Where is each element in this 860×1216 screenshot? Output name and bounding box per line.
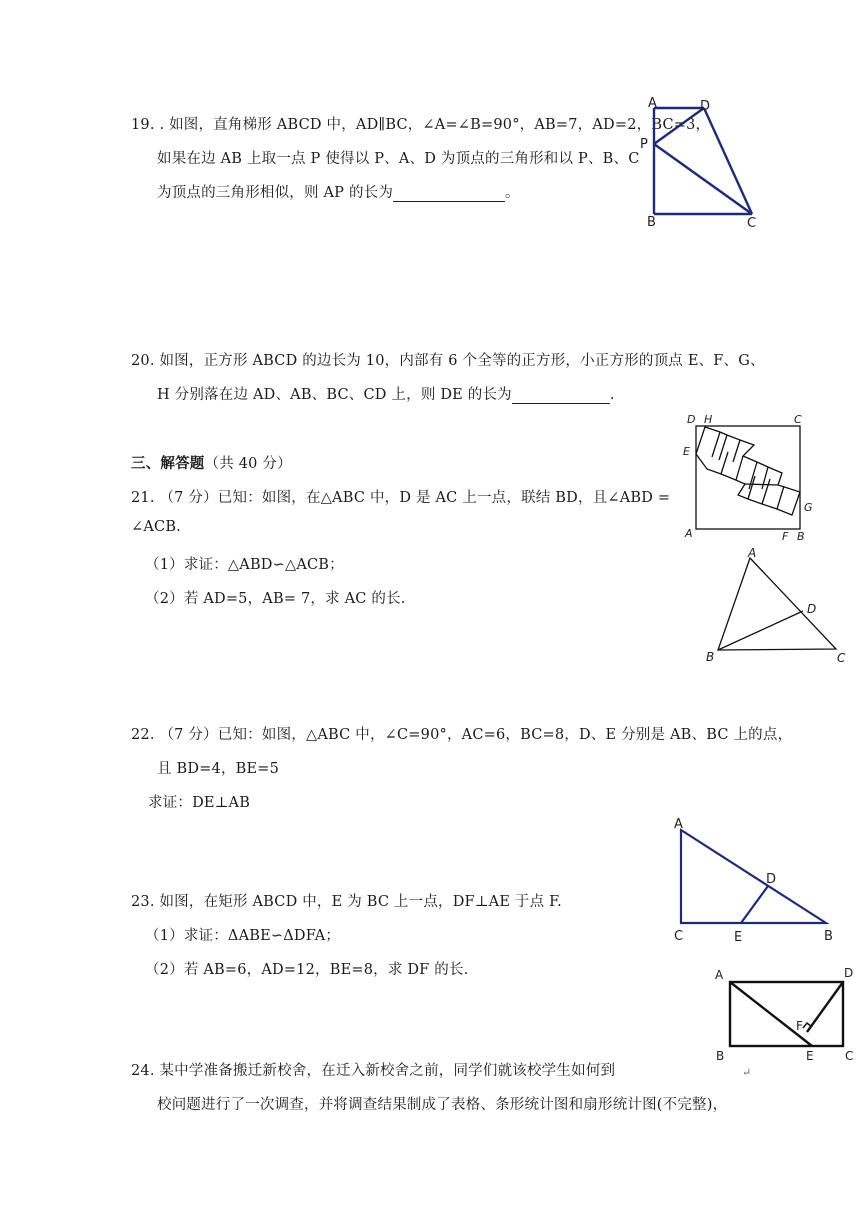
q23-rectangle-figure xyxy=(710,962,860,1067)
q22-label-d: D xyxy=(766,872,777,887)
q23-label-e: E xyxy=(806,1049,814,1063)
q21-triangle-figure xyxy=(700,545,855,670)
q19-label-b: B xyxy=(647,215,656,230)
q22-triangle-figure xyxy=(664,812,844,947)
q23-label-d: D xyxy=(844,966,854,980)
q19-trapezoid-figure xyxy=(636,92,766,232)
q24-return-mark: ↵ xyxy=(742,1066,752,1079)
section-3-title: 三、解答题 xyxy=(131,455,205,472)
section-3-heading xyxy=(131,452,292,473)
section-3-note: （共 40 分） xyxy=(204,456,292,472)
q23-label-f: F xyxy=(796,1019,803,1033)
q20-square-figure xyxy=(676,410,826,545)
q20-label-d: D xyxy=(687,413,696,426)
q19-line-1: 19. . 如图，直角梯形 ABCD 中，AD∥BC，∠A=∠B=90°，AB=7，AD=2，BC=3， xyxy=(131,117,711,133)
q22-line-2: 且 BD=4，BE=5 xyxy=(157,761,280,777)
q21-label-c: C xyxy=(837,651,846,665)
q19-line-2: 如果在边 AB 上取一点 P 使得以 P、A、D 为顶点的三角形和以 P、B、C xyxy=(157,151,640,167)
q23-label-a: A xyxy=(715,968,724,982)
q19-line-3-text: 为顶点的三角形相似，则 AP 的长为 xyxy=(157,185,394,201)
q22-label-b: B xyxy=(824,929,833,944)
q19-label-c: C xyxy=(747,216,757,231)
q21-part-1: （1）求证：△ABD∽△ACB； xyxy=(145,557,344,573)
q21-line-1: 21. （7 分）已知：如图，在△ABC 中，D 是 AC 上一点，联结 BD，且∠ABD = xyxy=(131,490,671,506)
q19-label-d: D xyxy=(700,99,711,114)
q23-part-1: （1）求证：ΔABE∽ΔDFA； xyxy=(145,928,341,944)
q20-label-g: G xyxy=(804,501,813,514)
q22-label-a: A xyxy=(674,817,683,832)
q20-label-h: H xyxy=(704,413,713,426)
q20-label-a: A xyxy=(685,527,693,540)
q22-line-3: 求证：DE⊥AB xyxy=(148,795,251,811)
q20-label-f: F xyxy=(782,530,789,543)
q20-label-e: E xyxy=(683,445,690,458)
q24-line-1: 24. 某中学准备搬迁新校舍，在迁入新校舍之前，同学们就该校学生如何到 xyxy=(131,1063,616,1079)
q20-line-1: 20. 如图，正方形 ABCD 的边长为 10，内部有 6 个全等的正方形，小正方形的顶点 E、F、G、 xyxy=(131,353,765,369)
q23-part-2: （2）若 AB=6，AD=12，BE=8，求 DF 的长. xyxy=(145,962,469,978)
q21-part-2: （2）若 AD=5，AB= 7，求 AC 的长. xyxy=(145,591,406,607)
q23-label-b: B xyxy=(716,1049,725,1063)
q23-line-1: 23. 如图，在矩形 ABCD 中，E 为 BC 上一点，DF⊥AE 于点 F. xyxy=(131,894,562,910)
q19-label-p: P xyxy=(640,137,648,152)
q22-label-e: E xyxy=(734,930,743,945)
q20-label-c: C xyxy=(794,413,802,426)
q24-line-2: 校问题进行了一次调查，并将调查结果制成了表格、条形统计图和扇形统计图(不完整)， xyxy=(157,1097,728,1113)
q19-line-3-end: 。 xyxy=(505,185,520,201)
q23-label-c: C xyxy=(845,1049,854,1063)
q20-line-2-end: . xyxy=(609,387,615,403)
q21-label-d: D xyxy=(807,602,817,616)
q22-label-c: C xyxy=(674,929,684,944)
q21-label-b: B xyxy=(706,650,715,664)
q21-label-a: A xyxy=(748,546,757,560)
q21-line-2: ∠ACB. xyxy=(131,519,181,535)
q20-label-b: B xyxy=(797,530,805,543)
q19-answer-blank xyxy=(393,187,505,202)
q19-label-a: A xyxy=(648,96,657,111)
q20-line-2-text: H 分别落在边 AD、AB、BC、CD 上，则 DE 的长为 xyxy=(157,387,512,403)
q19-line-3 xyxy=(157,181,520,202)
q22-line-1: 22. （7 分）已知：如图，△ABC 中，∠C=90°，AC=6，BC=8，D、E 分别是 AB、BC 上的点， xyxy=(131,727,793,743)
q20-line-2 xyxy=(157,383,615,404)
q20-answer-blank xyxy=(512,389,610,404)
